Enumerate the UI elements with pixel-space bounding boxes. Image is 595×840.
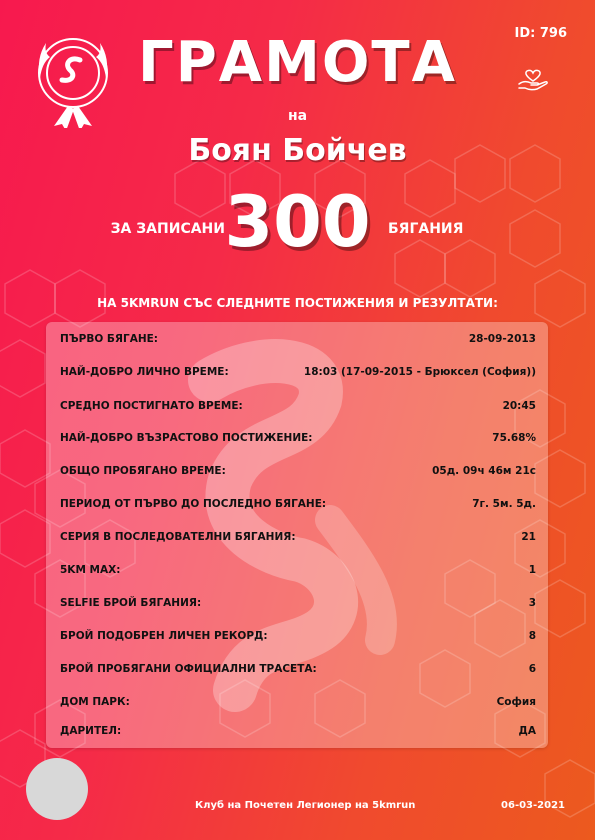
stat-row [60, 593, 536, 613]
stat-label: СРЕДНО ПОСТИГНАТО ВРЕМЕ: [60, 400, 243, 412]
stat-row [60, 396, 536, 416]
stat-label: ДОМ ПАРК: [60, 696, 130, 708]
stat-row [60, 329, 536, 349]
stat-value: 3 [528, 597, 536, 609]
stat-label: ОБЩО ПРОБЯГАНО ВРЕМЕ: [60, 465, 226, 477]
stat-row [60, 560, 536, 580]
stat-value: 1 [528, 564, 536, 576]
certificate-to-label: на [287, 108, 308, 124]
stat-row [60, 461, 536, 481]
avatar [26, 758, 88, 820]
count-prefix: ЗА ЗАПИСАНИ [110, 221, 225, 237]
stat-row [60, 626, 536, 646]
club-label: Клуб на Почетен Легионер на 5kmrun [195, 800, 416, 811]
stat-row [60, 659, 536, 679]
stats-panel [46, 322, 548, 748]
stat-value: 7г. 5м. 5д. [472, 498, 536, 510]
stat-row [60, 721, 536, 741]
stat-value: 21 [521, 531, 536, 543]
stat-value: 6 [528, 663, 536, 675]
stat-value: ДА [518, 725, 536, 737]
stat-row [60, 494, 536, 514]
count-suffix: БЯГАНИЯ [388, 221, 464, 237]
stat-value: 20:45 [502, 400, 536, 412]
stat-value: 05д. 09ч 46м 21с [432, 465, 536, 477]
achievements-subtitle: НА 5KMRUN СЪС СЛЕДНИТЕ ПОСТИЖЕНИЯ И РЕЗУЛТАТИ: [97, 296, 498, 310]
certificate-id: ID: 796 [514, 26, 567, 41]
stat-label: SELFIE БРОЙ БЯГАНИЯ: [60, 597, 202, 609]
stat-value: 28-09-2013 [468, 333, 536, 345]
stat-label: ПЪРВО БЯГАНЕ: [60, 333, 158, 345]
stat-row [60, 428, 536, 448]
stat-label: 5KM MAX: [60, 564, 121, 576]
stat-label: НАЙ-ДОБРО ВЪЗРАСТОВО ПОСТИЖЕНИЕ: [60, 432, 313, 444]
recipient-name: Боян Бойчев [188, 133, 407, 168]
stat-label: БРОЙ ПРОБЯГАНИ ОФИЦИАЛНИ ТРАСЕТА: [60, 663, 317, 675]
stat-label: НАЙ-ДОБРО ЛИЧНО ВРЕМЕ: [60, 366, 229, 378]
stat-value: 8 [528, 630, 536, 642]
stat-row [60, 692, 536, 712]
certificate-title: ГРАМОТА [138, 30, 457, 95]
stat-value: 75.68% [492, 432, 536, 444]
run-count: 300 [224, 181, 371, 263]
stat-row [60, 362, 536, 382]
stat-label: ДАРИТЕЛ: [60, 725, 122, 737]
run-count-row [0, 182, 595, 262]
stat-value: 18:03 (17-09-2015 - Брюксел (София)) [303, 366, 536, 378]
stat-label: СЕРИЯ В ПОСЛЕДОВАТЕЛНИ БЯГАНИЯ: [60, 531, 296, 543]
issue-date: 06-03-2021 [501, 800, 565, 811]
stat-value: София [496, 696, 536, 708]
stat-label: БРОЙ ПОДОБРЕН ЛИЧЕН РЕКОРД: [60, 630, 268, 642]
stat-label: ПЕРИОД ОТ ПЪРВО ДО ПОСЛЕДНО БЯГАНЕ: [60, 498, 327, 510]
stat-row [60, 527, 536, 547]
